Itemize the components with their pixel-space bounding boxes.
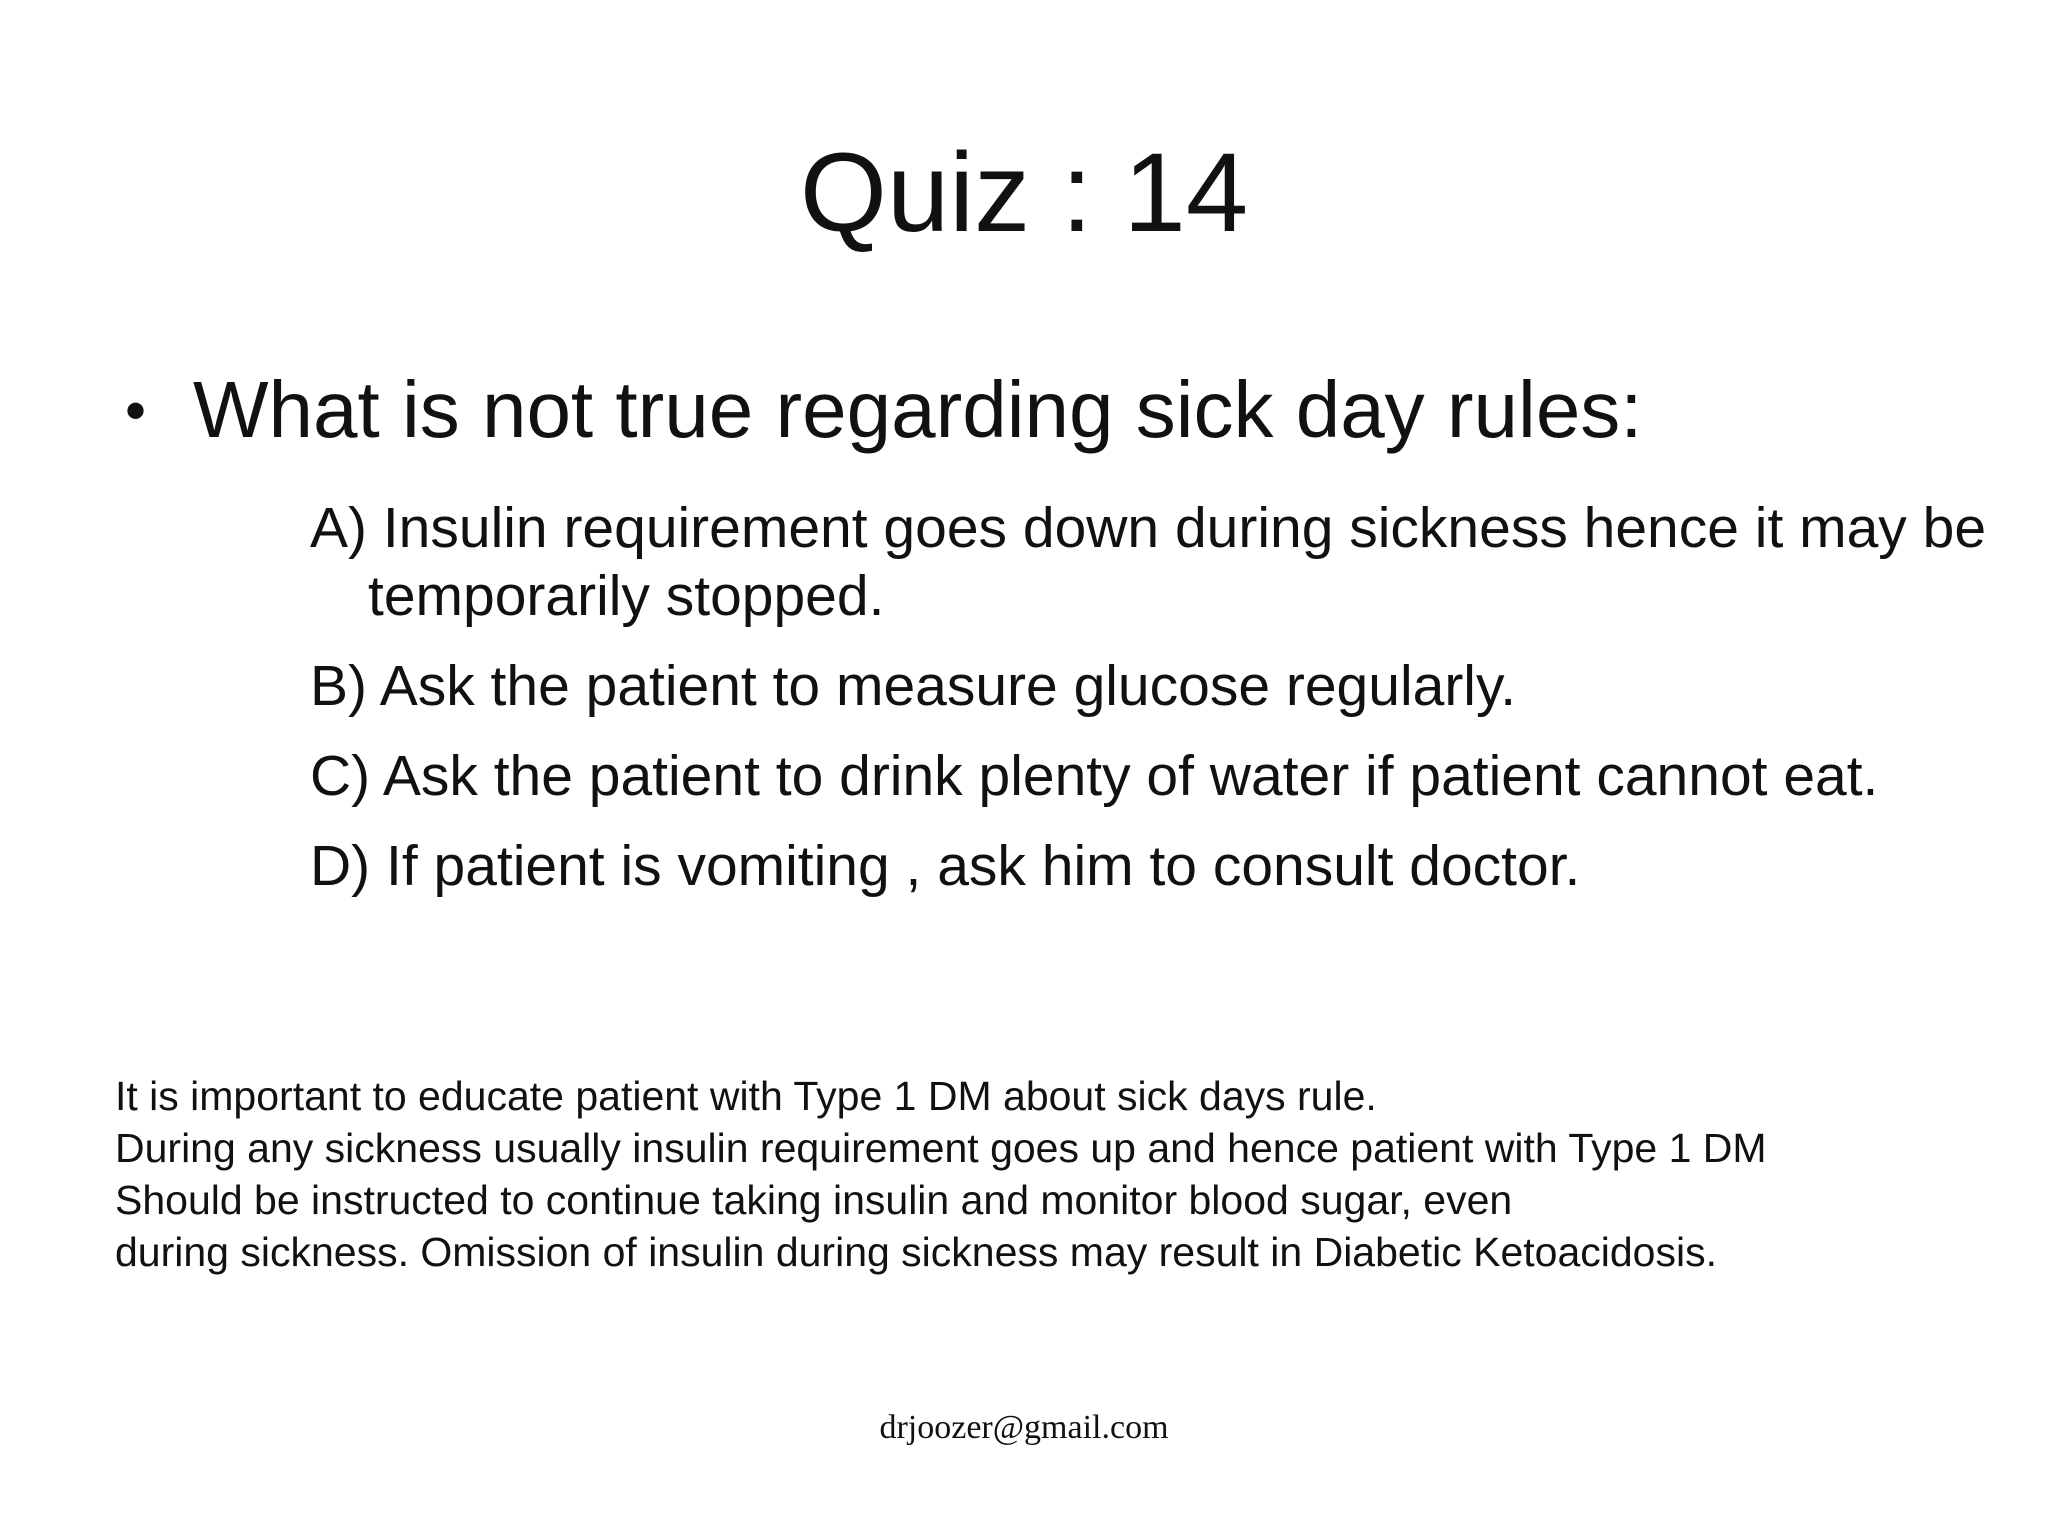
explanation-line: It is important to educate patient with Type 1 DM about sick days rule.: [115, 1073, 1377, 1119]
option-d: D) If patient is vomiting , ask him to consult doctor.: [310, 834, 1581, 898]
explanation: [115, 1070, 2035, 1278]
option-b: B) Ask the patient to measure glucose regularly.: [310, 654, 1517, 718]
bullet-icon: •: [125, 377, 147, 444]
explanation-line: Should be instructed to continue taking insulin and monitor blood sugar, even: [115, 1177, 1513, 1223]
question-text: What is not true regarding sick day rules:: [193, 365, 1643, 454]
answer-options: [310, 494, 2010, 922]
footer-email: drjoozer@gmail.com: [879, 1409, 1169, 1446]
option-c: C) Ask the patient to drink plenty of water if patient cannot eat.: [310, 744, 1879, 808]
explanation-line: during sickness. Omission of insulin during sickness may result in Diabetic Ketoacidosis.: [115, 1229, 1717, 1275]
explanation-line: During any sickness usually insulin requirement goes up and hence patient with Type 1 DM: [115, 1125, 1767, 1171]
option-a: A) Insulin requirement goes down during sickness hence it may be temporarily stopped.: [310, 496, 1987, 628]
question: [125, 362, 2005, 459]
quiz-title: Quiz : 14: [799, 130, 1249, 255]
